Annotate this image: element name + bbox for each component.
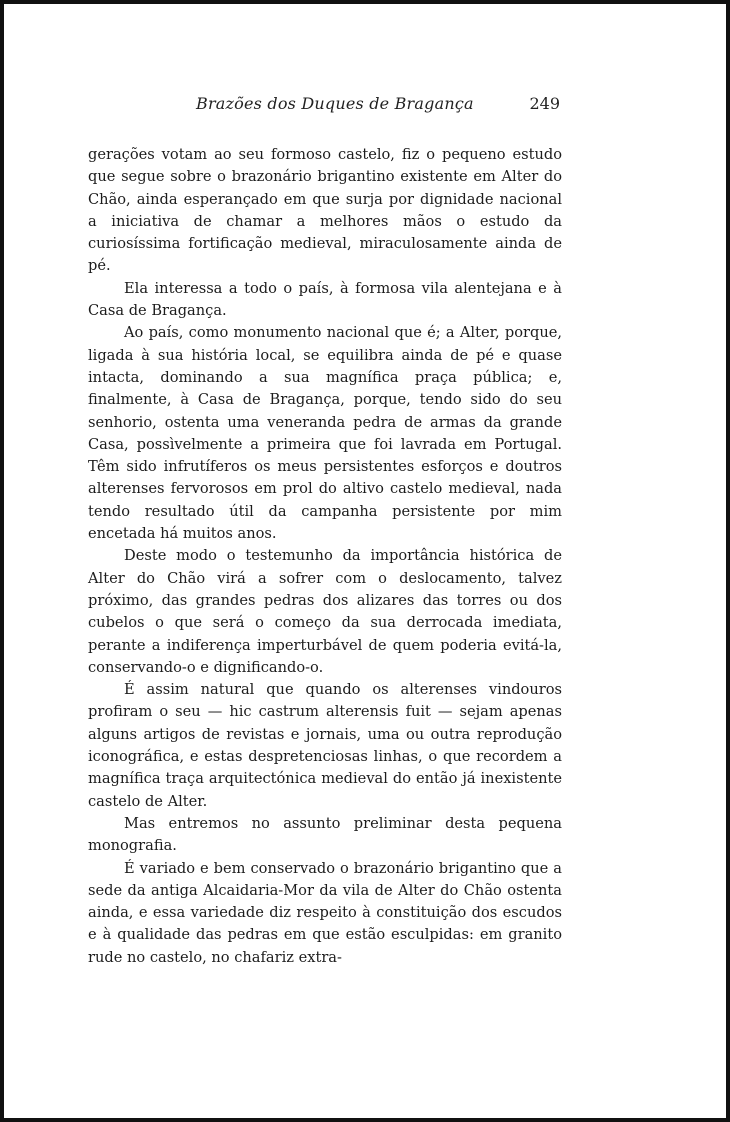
page-number: 249 xyxy=(529,94,560,113)
body-text xyxy=(88,144,562,969)
paragraph: Ela interessa a todo o país, à formosa vila alentejana e à Casa de Bragança. xyxy=(88,279,562,320)
paragraph: Ao país, como monumento nacional que é; a Alter, porque, ligada à sua história local, se equilibra ainda de pé e quase intacta, dominando a sua magnífica praça pública; e, finalmente, à Casa de Bragança, porque, tendo sido do seu senhorio, ostenta uma veneranda pedra de armas da grande Casa, possìvelmente a primeira que foi lavrada em Portugal. Têm sido infrutíferos os meus persistentes esforços e doutros alterenses fervorosos em prol do altivo castelo medieval, nada tendo resultado útil da campanha persistente por mim encetada há muitos anos. xyxy=(88,324,562,543)
page-header xyxy=(124,94,560,118)
paragraph: É variado e bem conservado o brazonário brigantino que a sede da antiga Alcaidaria-Mor da vila de Alter do Chão ostenta ainda, e essa variedade diz respeito à constituição dos escudos e à qualidade das pedras em que estão esculpidas: em granito rude no castelo, no chafariz extra- xyxy=(88,859,562,966)
paragraph: Deste modo o testemunho da importância histórica de Alter do Chão virá a sofrer com o deslocamento, talvez próximo, das grandes pedras dos alizares das torres ou dos cubelos o que será o começo da sua derrocada imediata, perante a indiferença imperturbável de quem poderia evitá-la, conservando-o e dignificando-o. xyxy=(88,547,562,676)
paragraph: Mas entremos no assunto preliminar desta pequena monografia. xyxy=(88,814,562,855)
paragraph: gerações votam ao seu formoso castelo, fiz o pequeno estudo que segue sobre o brazonário brigantino existente em Alter do Chão, ainda esperançado em que surja por dignidade nacional a iniciativa de chamar a melhores mãos o estudo da curiosíssima fortificação medieval, miraculosamente ainda de pé. xyxy=(88,146,562,275)
paragraph: É assim natural que quando os alterenses vindouros profiram o seu — hic castrum alterensis fuit — sejam apenas alguns artigos de revistas e jornais, uma ou outra reprodução iconográfica, e estas despretenciosas linhas, o que recordem a magnífica traça arquitectónica medieval do então já inexistente castelo de Alter. xyxy=(88,681,562,810)
running-title: Brazões dos Duques de Bragança xyxy=(196,94,474,113)
